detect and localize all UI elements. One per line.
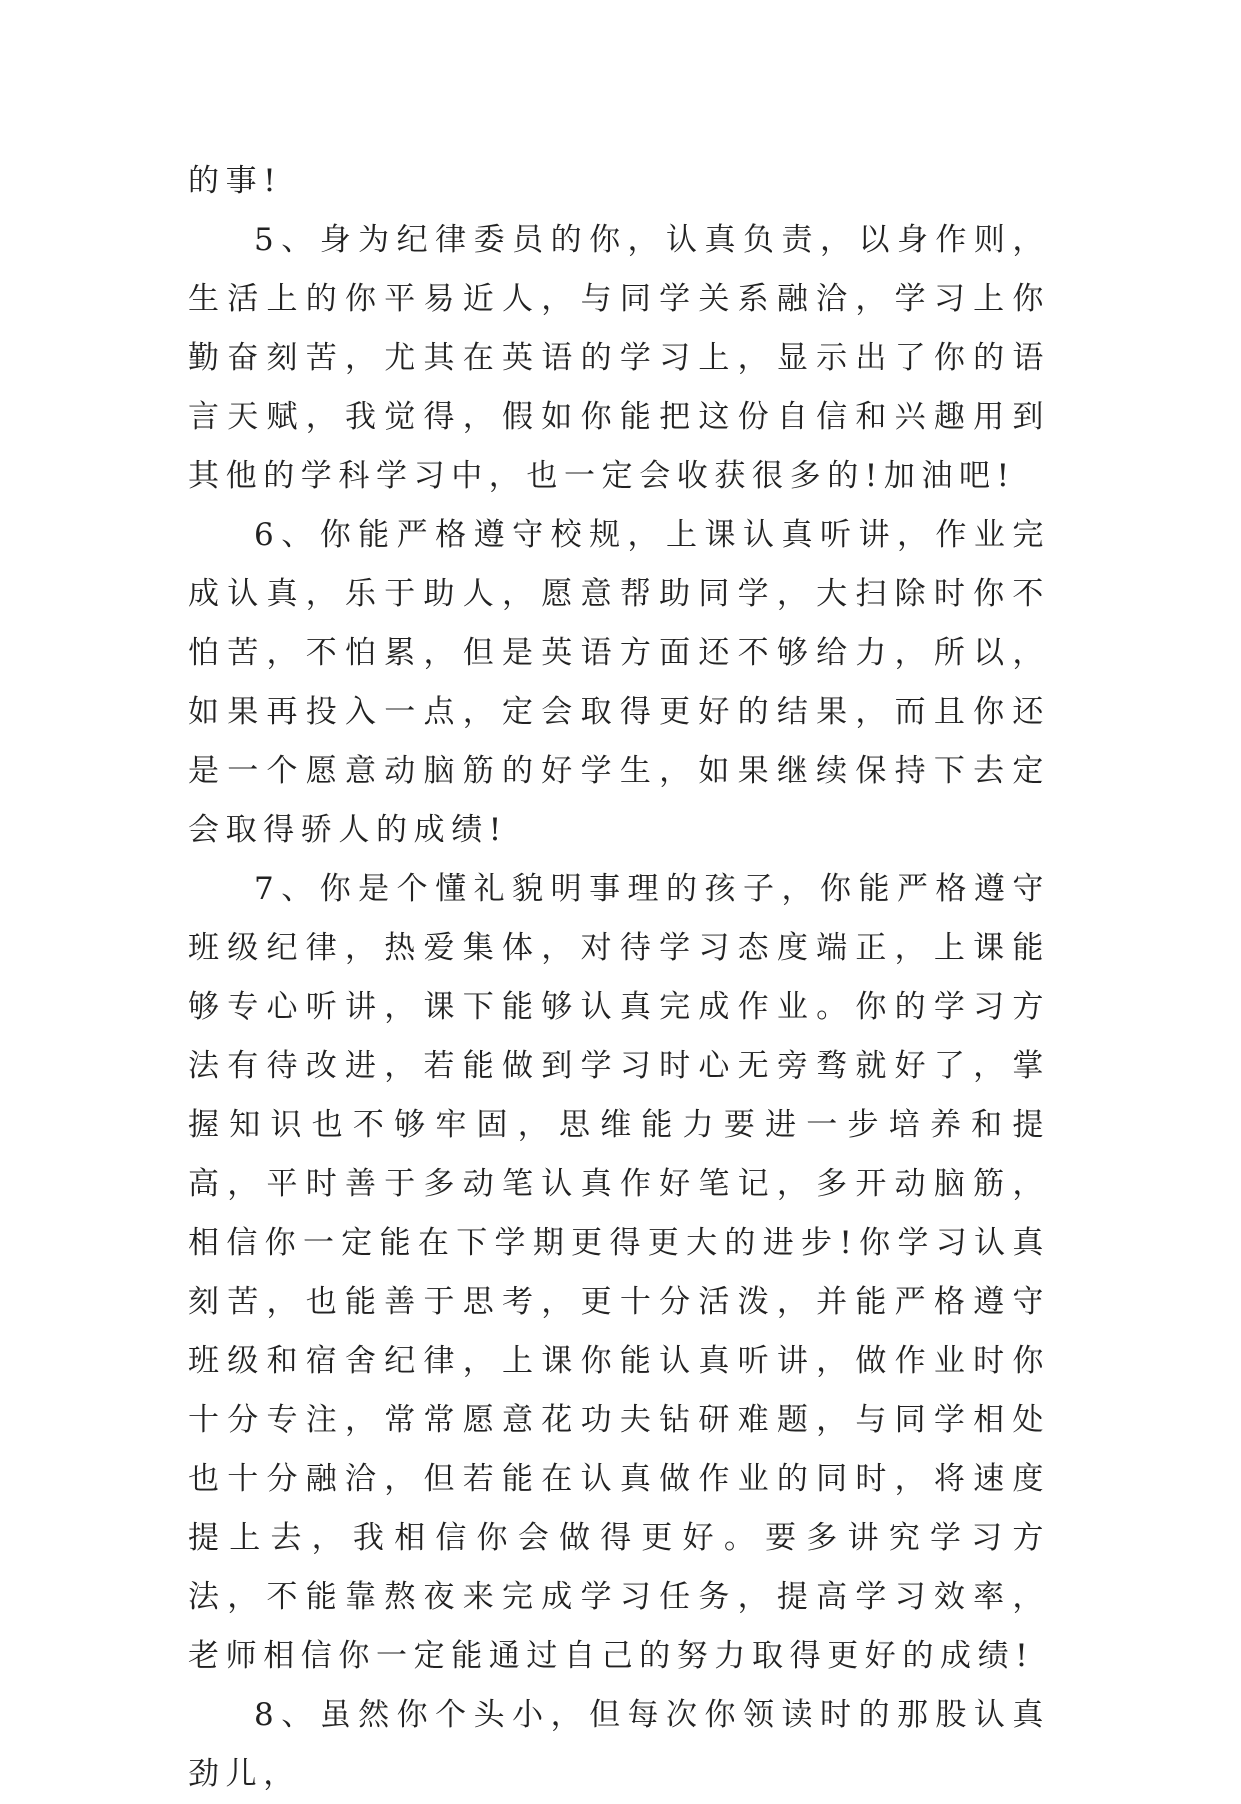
document-body xyxy=(188,152,1050,1804)
paragraph-5: 5、身为纪律委员的你，认真负责，以身作则，生活上的你平易近人，与同学关系融洽，学习上你勤奋刻苦，尤其在英语的学习上，显示出了你的语言天赋，我觉得，假如你能把这份自信和兴趣用到其他的学科学习中，也一定会收获很多的!加油吧! xyxy=(188,222,1050,494)
paragraph-7: 7、你是个懂礼貌明事理的孩子，你能严格遵守班级纪律，热爱集体，对待学习态度端正，上课能够专心听讲，课下能够认真完成作业。你的学习方法有待改进，若能做到学习时心无旁骛就好了，掌握知识也不够牢固，思维能力要进一步培养和提高，平时善于多动笔认真作好笔记，多开动脑筋，相信你一定能在下学期更得更大的进步!你学习认真刻苦，也能善于思考，更十分活泼，并能严格遵守班级和宿舍纪律，上课你能认真听讲，做作业时你十分专注，常常愿意花功夫钻研难题，与同学相处也十分融洽，但若能在认真做作业的同时，将速度提上去，我相信你会做得更好。要多讲究学习方法，不能靠熬夜来完成学习任务，提高学习效率，老师相信你一定能通过自己的努力取得更好的成绩! xyxy=(188,871,1050,1674)
paragraph-6: 6、你能严格遵守校规，上课认真听讲，作业完成认真，乐于助人，愿意帮助同学，大扫除时你不怕苦，不怕累，但是英语方面还不够给力，所以，如果再投入一点，定会取得更好的结果，而且你还是一个愿意动脑筋的好学生，如果继续保持下去定会取得骄人的成绩! xyxy=(188,517,1050,848)
paragraph-8: 8、虽然你个头小，但每次你领读时的那股认真劲儿， xyxy=(188,1697,1050,1792)
continuation-text: 的事! xyxy=(188,163,283,199)
